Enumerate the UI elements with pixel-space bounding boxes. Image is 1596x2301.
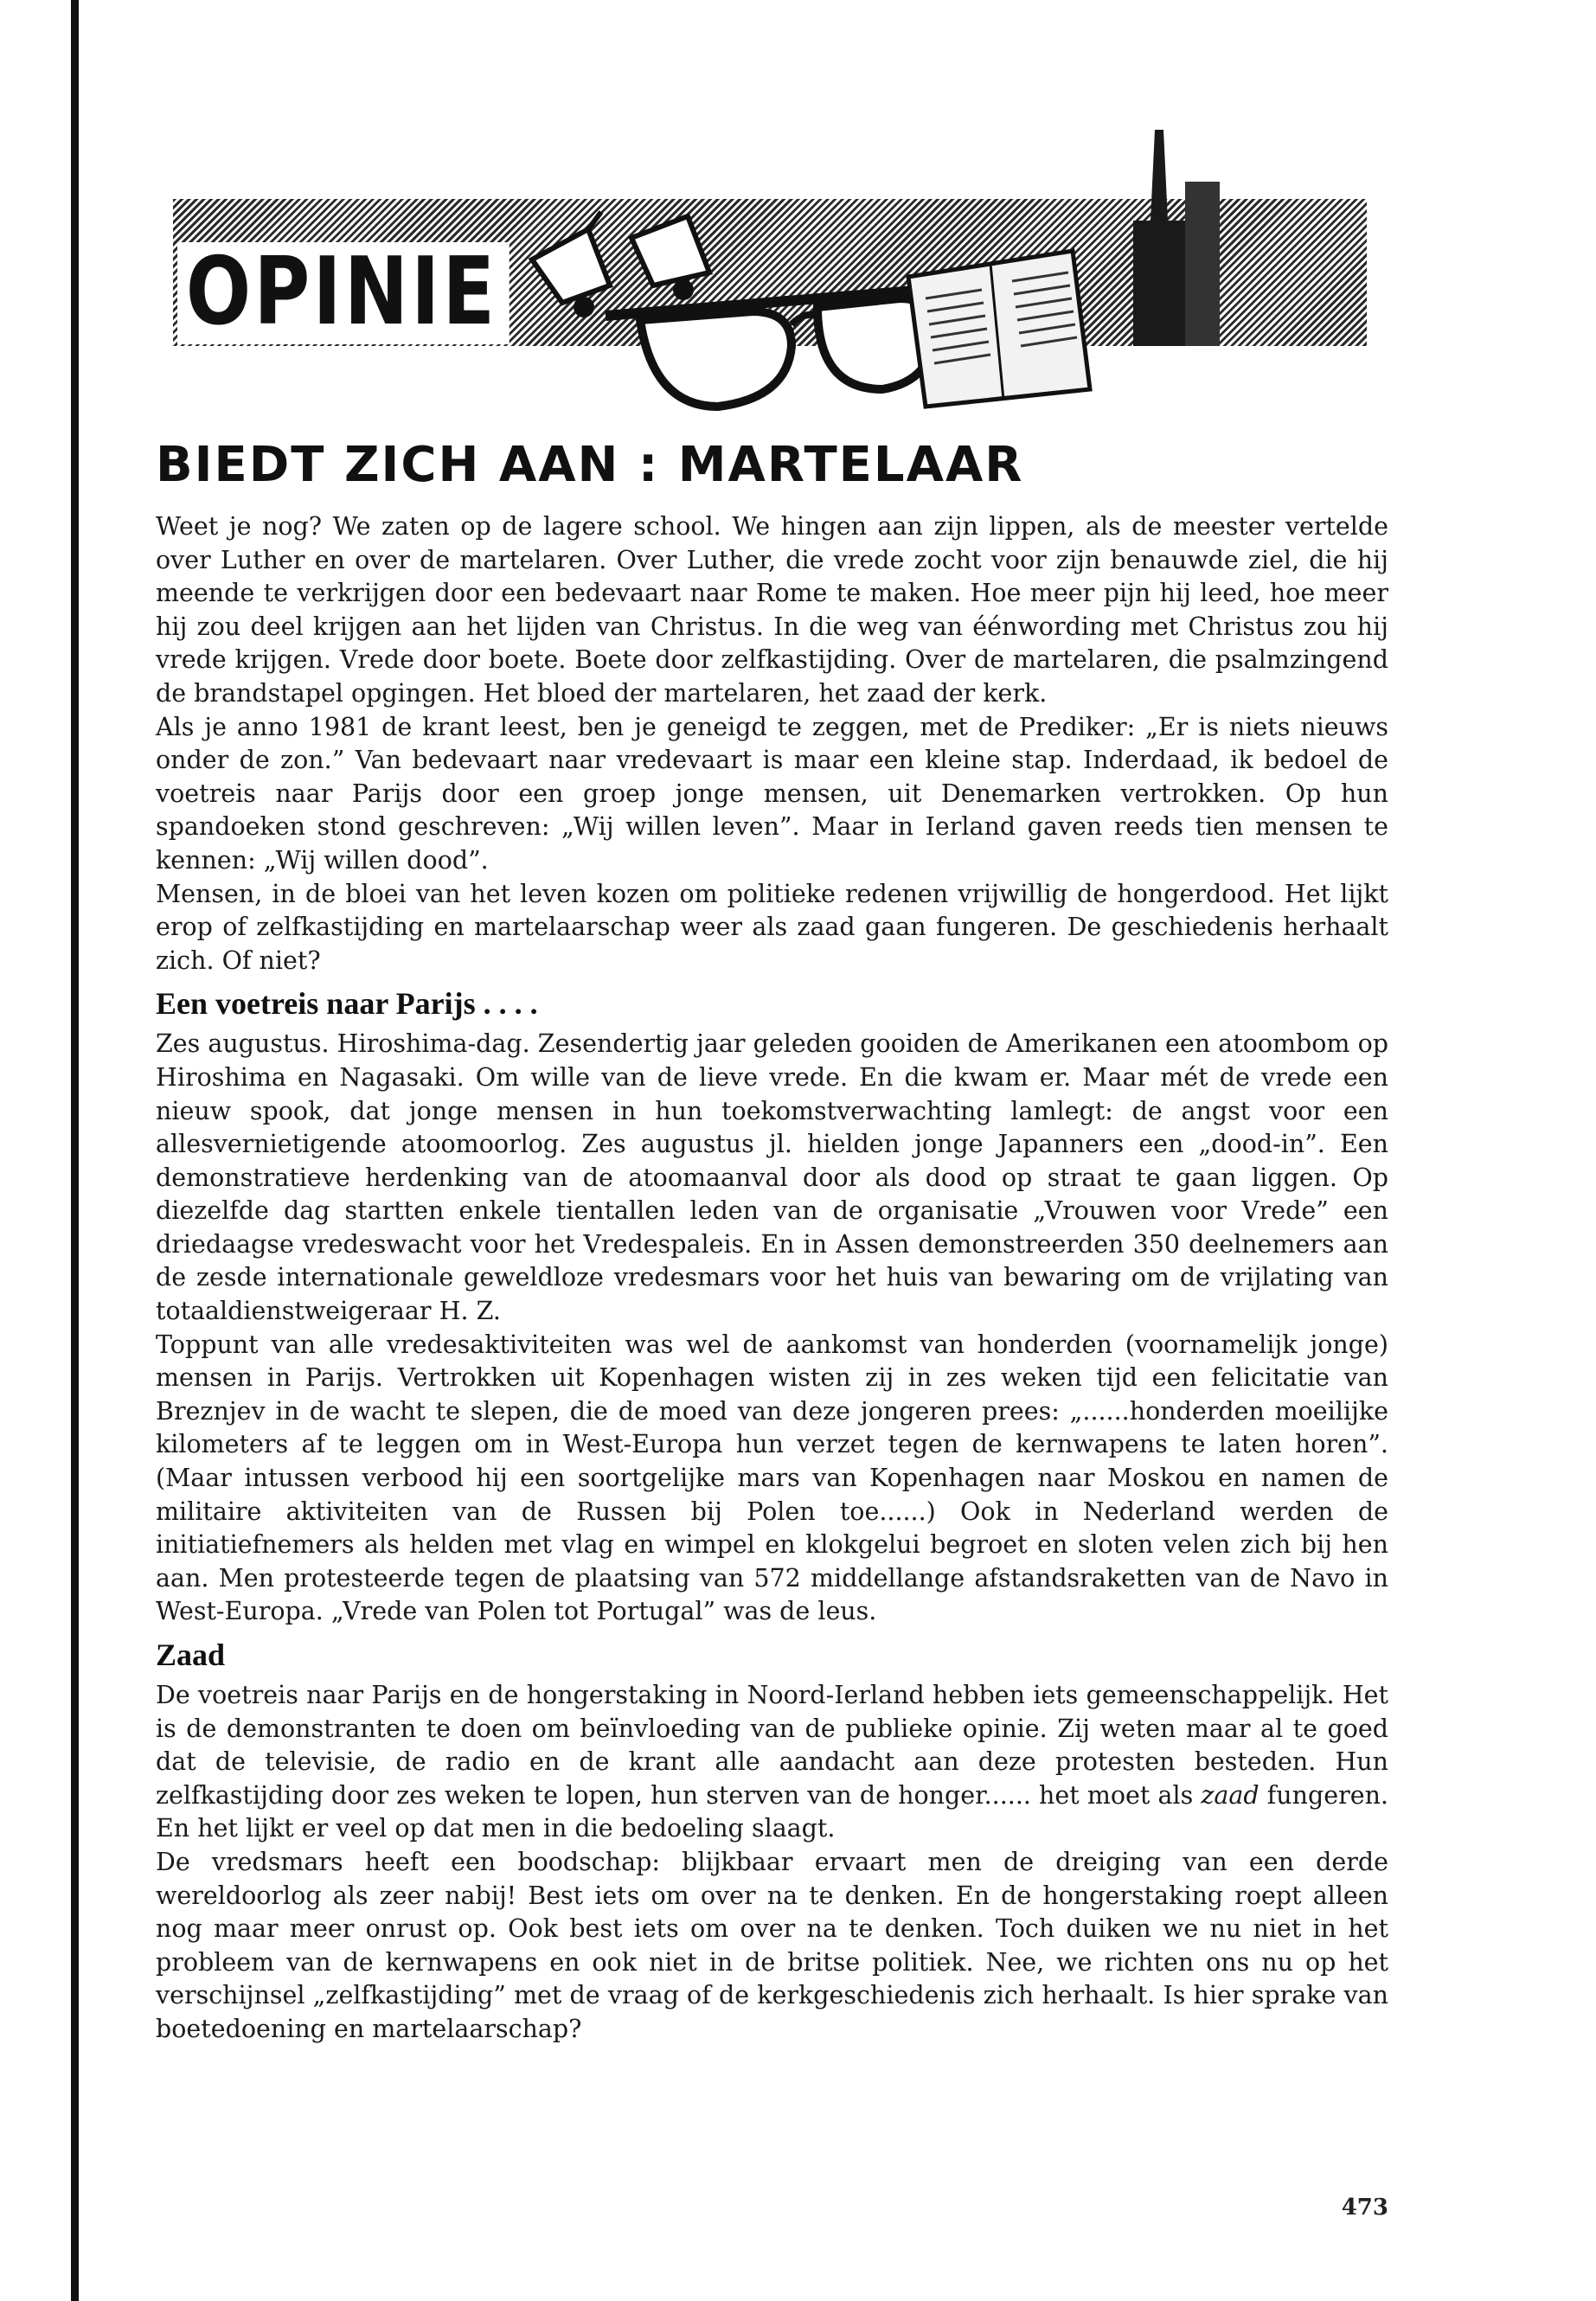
bell-icon: [631, 216, 709, 300]
tower-silhouette: [1133, 130, 1220, 346]
margin-rule: [71, 0, 79, 2301]
page-number: 473: [1341, 2195, 1388, 2221]
section-paragraph: Zes augustus. Hiroshima-dag. Zesendertig jaar geleden gooiden de Amerikanen een atoombom op Hiroshima en Nagasaki. Om wille van de lieve vrede. En die kwam er. Maar mét de vrede een nieuw spook, dat jonge mensen in hun toekomstverwachting lamlegt: de angst voor een allesvernietigende atoomoorlog. Zes augustus jl. hielden jonge Japanners een „dood-in”. Een demonstratieve herdenking van de atoomaanval door als dood op straat te gaan liggen. Op diezelfde dag startten enkele tientallen leden van de organisatie „Vrouwen voor Vrede” een driedaagse vredeswacht voor het Vredespaleis. En in Assen demonstreerden 350 deelnemers aan de zesde internationale geweldloze vredesmars voor het huis van bewaring om de vrijlating van totaaldienstweigeraar H. Z.: [156, 1029, 1388, 1326]
intro-paragraph: Weet je nog? We zaten op de lagere school. We hingen aan zijn lippen, als de meester vertelde over Luther en over de martelaren. Over Luther, die vrede zocht voor zijn benauwde ziel, die hij meende te verkrijgen door een bedevaart naar Rome te maken. Hoe meer pijn hij leed, hoe meer hij zou deel krijgen aan het lijden van Christus. In die weg van éénwording met Christus zou hij vrede krijgen. Vrede door boete. Boete door zelfkastijding. Over de martelaren, die psalmzingend de brandstapel opgingen. Het bloed der martelaren, het zaad der kerk.: [156, 512, 1388, 708]
article-body: [156, 510, 1388, 2047]
intro-paragraph: Mensen, in de bloei van het leven kozen om politieke redenen vrijwillig de hongerdood. Het lijkt erop of zelfkastijding en martelaarschap weer als zaad gaan fungeren. De geschiedenis herhaalt zich. Of niet?: [156, 879, 1388, 975]
section-paragraph: [156, 1679, 1388, 1846]
banner-title: OPINIE: [177, 242, 509, 344]
paragraph-text: fungeren. En het lijkt er veel op dat men in die bedoeling slaagt.: [156, 1780, 1388, 1843]
emphasized-word: zaad: [1201, 1780, 1259, 1810]
section-paragraph: Toppunt van alle vredesaktiviteiten was wel de aankomst van honderden (voornamelijk jonge) mensen in Parijs. Vertrokken uit Kopenhagen wisten zij in zes weken tijd een felicitatie van Breznjev in de wacht te slepen, die de moed van deze jongeren prees: „......honderden moeilijke kilometers af te leggen om in West-Europa hun verzet tegen de kernwapens te laten horen”. (Maar intussen verbood hij een soortgelijke mars van Kopenhagen naar Moskou en namen de militaire aktiviteiten van de Russen bij Polen toe......) Ook in Nederland werden de initiatiefnemers als helden met vlag en wimpel en klokgelui begroet en sloten velen zich bij hen aan. Men protesteerde tegen de plaatsing van 572 middellange afstandsraketten van de Navo in West-Europa. „Vrede van Polen tot Portugal” was de leus.: [156, 1330, 1388, 1626]
paragraph-text: De voetreis naar Parijs en de hongerstaking in Noord-Ierland hebben iets gemeenschappelijk. Het is de demonstranten te doen om beïnvloeding van de publieke opinie. Zij weten maar al te goed dat de televisie, de radio en de krant alle aandacht aan deze protesten besteden. Hun zelfkastijding door zes weken te lopen, hun sterven van de honger...... het moet als: [156, 1681, 1388, 1810]
article-headline: BIEDT ZICH AAN : MARTELAAR: [156, 437, 1024, 493]
glasses-icon: [606, 290, 934, 407]
section-heading-zaad: Zaad: [156, 1638, 226, 1672]
section-heading-voetreis: Een voetreis naar Parijs . . . .: [156, 986, 538, 1022]
newspaper-icon: [908, 251, 1090, 407]
bell-icon: [532, 212, 610, 317]
section-paragraph: De vredsmars heeft een boodschap: blijkbaar ervaart men de dreiging van een derde wereldoorlog als zeer nabij! Best iets om over na te denken. En de hongerstaking roept alleen nog maar meer onrust op. Ook best iets om over na te denken. Toch duiken we nu niet in het probleem van de kernwapens en ook niet in de britse politiek. Nee, we richten ons nu op het verschijnsel „zelfkastijding” met de vraag of de kerkgeschiedenis zich herhaalt. Is hier sprake van boetedoening en martelaarschap?: [156, 1847, 1388, 2043]
opinie-banner: [156, 130, 1384, 415]
intro-paragraph: Als je anno 1981 de krant leest, ben je geneigd te zeggen, met de Prediker: „Er is niets nieuws onder de zon.” Van bedevaart naar vredevaart is maar een kleine stap. Inderdaad, ik bedoel de voetreis naar Parijs door een groep jonge mensen, uit Denemarken vertrokken. Op hun spandoeken stond geschreven: „Wij willen leven”. Maar in Ierland gaven reeds tien mensen te kennen: „Wij willen dood”.: [156, 712, 1388, 875]
